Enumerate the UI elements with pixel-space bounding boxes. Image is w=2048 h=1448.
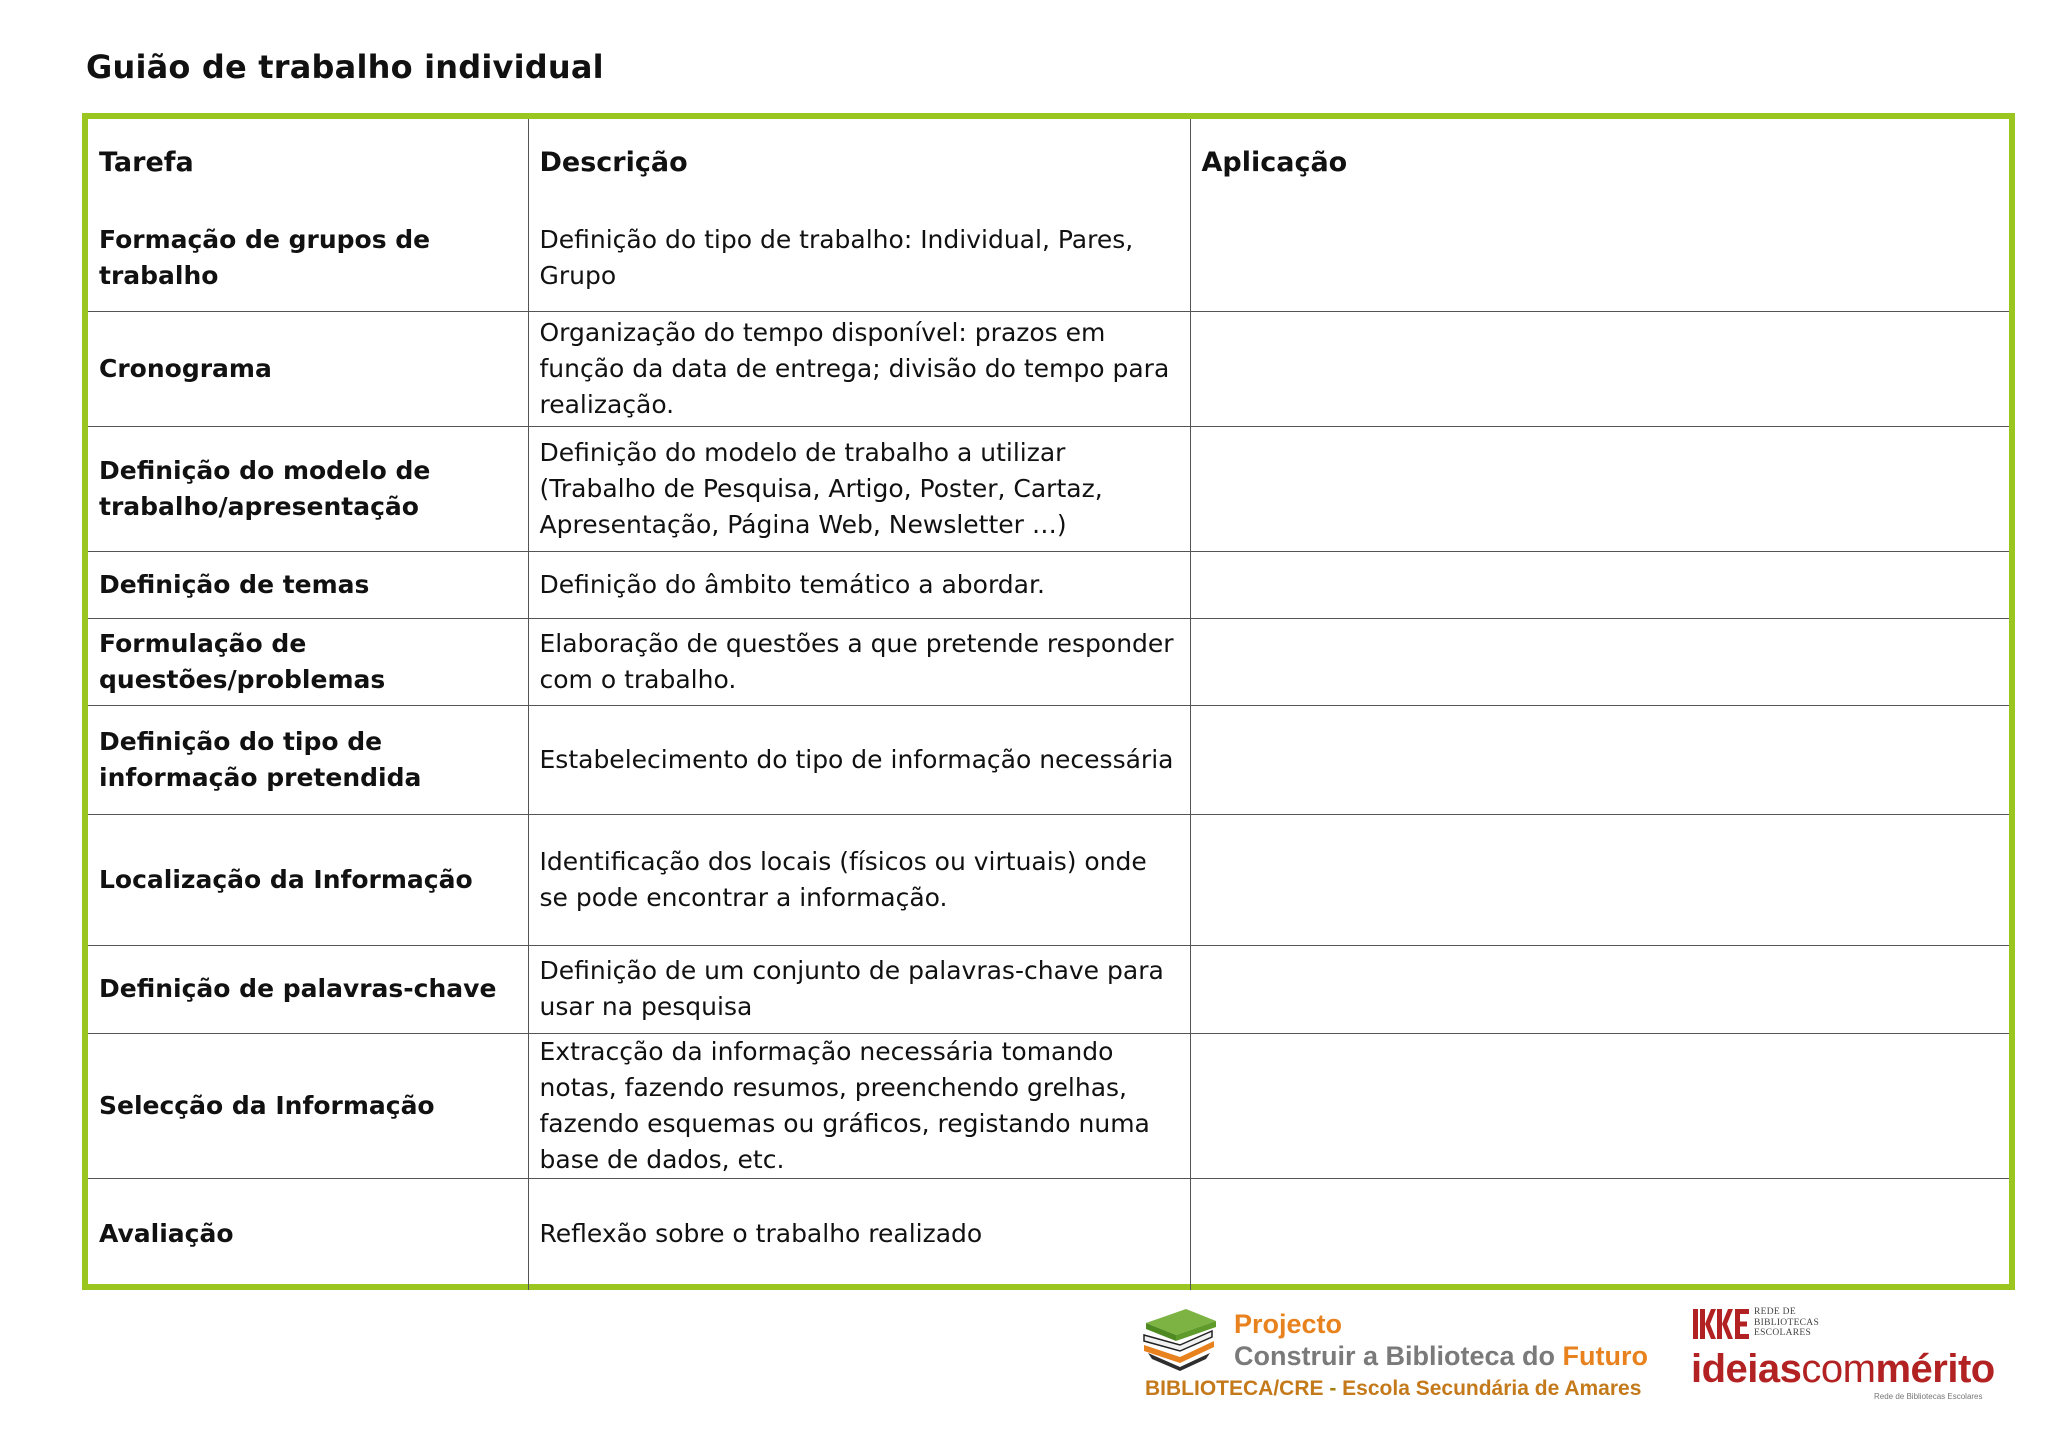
table-header-row [88, 119, 2009, 206]
description-cell: Elaboração de questões a que pretende responder com o trabalho. [528, 618, 1190, 705]
project-name [1234, 1341, 1648, 1372]
books-logo-icon [1140, 1305, 1220, 1375]
task-cell: Selecção da Informação [88, 1033, 528, 1178]
project-name-accent: Futuro [1562, 1341, 1649, 1371]
application-cell[interactable] [1190, 945, 2009, 1033]
application-cell[interactable] [1190, 206, 2009, 311]
description-cell: Definição do modelo de trabalho a utilizar (Trabalho de Pesquisa, Artigo, Poster, Cartaz, Apresentação, Página Web, Newsletter …) [528, 426, 1190, 551]
description-cell: Identificação dos locais (físicos ou virtuais) onde se pode encontrar a informação. [528, 814, 1190, 945]
table-row [88, 945, 2009, 1033]
application-cell[interactable] [1190, 618, 2009, 705]
task-cell: Formação de grupos de trabalho [88, 206, 528, 311]
table-row [88, 618, 2009, 705]
library-label: BIBLIOTECA/CRE [1145, 1377, 1324, 1400]
application-cell[interactable] [1190, 1178, 2009, 1290]
task-table [88, 119, 2009, 1290]
table-row [88, 1178, 2009, 1290]
table-row [88, 814, 2009, 945]
description-cell: Reflexão sobre o trabalho realizado [528, 1178, 1190, 1290]
logo-word-merito: mérito [1875, 1347, 1995, 1391]
description-cell: Definição do âmbito temático a abordar. [528, 551, 1190, 618]
description-cell: Extracção da informação necessária tomando notas, fazendo resumos, preenchendo grelhas, fazendo esquemas ou gráficos, registando numa base de dados, etc. [528, 1033, 1190, 1178]
task-cell: Formulação de questões/problemas [88, 618, 528, 705]
table-row [88, 705, 2009, 814]
document-title: Guião de trabalho individual [86, 48, 604, 86]
school-name [1145, 1377, 1641, 1401]
project-label: Projecto [1234, 1309, 1343, 1339]
table-row [88, 1033, 2009, 1178]
description-cell: Organização do tempo disponível: prazos em função da data de entrega; divisão do tempo para realização. [528, 311, 1190, 426]
ideias-com-merito-logo [1691, 1347, 1995, 1391]
application-cell[interactable] [1190, 551, 2009, 618]
header-aplicacao: Aplicação [1190, 119, 2009, 206]
task-table-frame [82, 113, 2015, 1290]
task-cell: Definição de palavras-chave [88, 945, 528, 1033]
header-tarefa: Tarefa [88, 119, 528, 206]
table-row [88, 426, 2009, 551]
table-row [88, 206, 2009, 311]
task-cell: Definição de temas [88, 551, 528, 618]
task-cell: Definição do modelo de trabalho/apresentação [88, 426, 528, 551]
rbe-text: REDE DE BIBLIOTECAS ESCOLARES [1754, 1307, 1820, 1338]
application-cell[interactable] [1190, 705, 2009, 814]
application-cell[interactable] [1190, 1033, 2009, 1178]
description-cell: Definição do tipo de trabalho: Individual, Pares, Grupo [528, 206, 1190, 311]
school-label: Escola Secundária de Amares [1342, 1377, 1642, 1400]
task-cell: Localização da Informação [88, 814, 528, 945]
header-descricao: Descrição [528, 119, 1190, 206]
task-cell: Cronograma [88, 311, 528, 426]
description-cell: Estabelecimento do tipo de informação necessária [528, 705, 1190, 814]
application-cell[interactable] [1190, 311, 2009, 426]
logo-word-com: com [1801, 1347, 1876, 1391]
project-name-main: Construir a Biblioteca do [1234, 1341, 1563, 1371]
task-cell: Definição do tipo de informação pretendida [88, 705, 528, 814]
table-row [88, 551, 2009, 618]
task-cell: Avaliação [88, 1178, 528, 1290]
application-cell[interactable] [1190, 426, 2009, 551]
logo-word-ideias: ideias [1691, 1347, 1802, 1391]
footer-logos [1140, 1305, 2000, 1415]
application-cell[interactable] [1190, 814, 2009, 945]
table-row [88, 311, 2009, 426]
school-separator: - [1323, 1377, 1343, 1400]
logo-tagline: Rede de Bibliotecas Escolares [1874, 1392, 1983, 1401]
rbe-logo-icon [1693, 1309, 1749, 1339]
description-cell: Definição de um conjunto de palavras-chave para usar na pesquisa [528, 945, 1190, 1033]
